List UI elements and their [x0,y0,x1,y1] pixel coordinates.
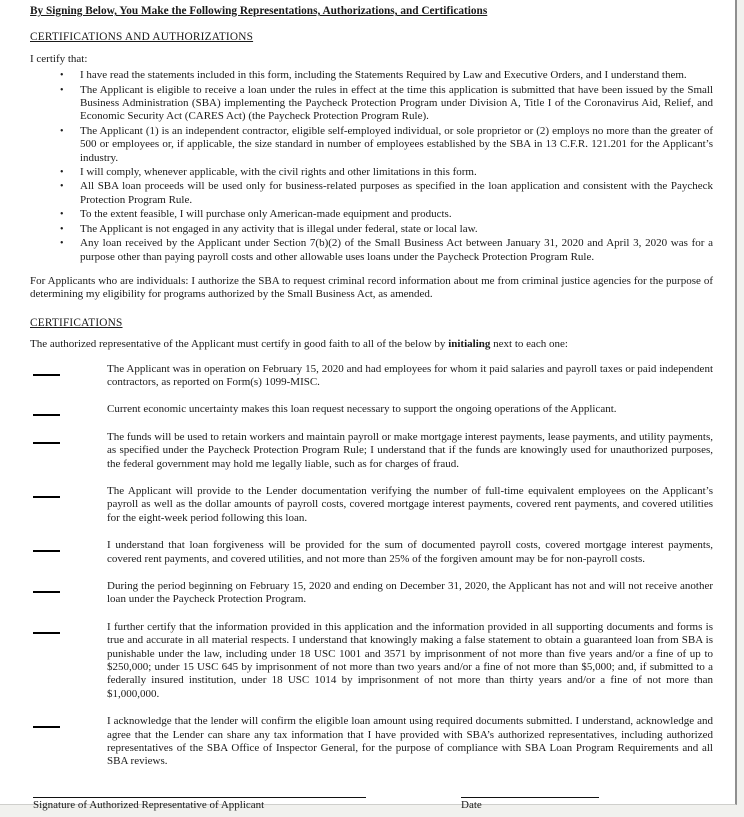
spacer [60,580,107,607]
document-title: By Signing Below, You Make the Following Representations, Authorizations, and Certifications [30,5,488,17]
spacer [366,785,461,812]
signature-field[interactable] [33,785,366,798]
bullet-icon: • [60,181,64,193]
bullet-text: The Applicant (1) is an independent contractor, eligible self-employed individual, or sole proprietor or (2) employs no more than the greater of 500 or employees or, if applicable, the size standard in number of employees established by the SBA in 13 C.F.R. 121.201 for the Applicant’s industry. [80,124,713,164]
certification-item [30,431,713,471]
bullet-item [30,208,713,221]
bullet-item [30,166,713,179]
initials-field[interactable] [33,715,60,728]
bullet-icon: • [60,238,64,250]
certification-item [30,715,713,769]
initials-field[interactable] [33,431,60,444]
bullet-item [30,69,713,82]
bullet-text: I have read the statements included in this form, including the Statements Required by Law and Executive Orders, and I understand them. [80,69,687,82]
bullet-icon: • [60,70,64,82]
spacer [60,539,107,566]
certification-text: The funds will be used to retain workers and maintain payroll or make mortgage interest payments, lease payments, and utility payments, as specified under the Paycheck Protection Program Rule; I understand that if the funds are knowingly used for unauthorized purposes, the federal government may hold me legally liable, such as for charges of fraud. [107,430,713,470]
bullet-text: To the extent feasible, I will purchase only American-made equipment and products. [80,208,452,221]
bullet-text: All SBA loan proceeds will be used only for business-related purposes as specified in the loan application and consistent with the Paycheck Protection Program Rule. [80,180,713,206]
section-heading-certifications-and-authorizations: CERTIFICATIONS AND AUTHORIZATIONS [30,31,254,44]
bullet-icon: • [60,84,64,96]
signature-label: Signature of Authorized Representative of Applicant [33,798,265,811]
certification-text: I further certify that the information provided in this application and the information provided in all supporting documents and forms is true and accurate in all material respects. I understand that knowingly making a false statement to obtain a guaranteed loan from SBA is punishable under the law, including under 18 USC 1001 and 3571 by imprisonment of not more than five years and/or a fine of up to $250,000; under 15 USC 645 by imprisonment of not more than two years and/or a fine of not more than $5,000; and, if submitted to a federally insured institution, under 18 USC 1014 by imprisonment of not more than thirty years and/or a fine of not more than $1,000,000. [107,620,713,700]
bullet-text: The Applicant is eligible to receive a loan under the rules in effect at the time this application is submitted that have been issued by the Small Business Administration (SBA) implementing the Paycheck Protection Program under Division A, Title I of the Coronavirus Aid, Relief, and Economic Security Act (CARES Act) (the Paycheck Protection Program Rule). [80,83,713,123]
bullet-item [30,84,713,124]
spacer [60,715,107,769]
spacer [60,431,107,471]
bullet-item [30,180,713,207]
certification-item [30,363,713,390]
certifications-intro-after: next to each one: [490,338,568,351]
certification-text: The Applicant was in operation on February 15, 2020 and had employees for whom it paid salaries and payroll taxes or paid independent contractors, as reported on Form(s) 1099-MISC. [107,362,713,388]
certification-text: Current economic uncertainty makes this loan request necessary to support the ongoing operations of the Applicant. [107,403,617,416]
bullet-icon: • [60,223,64,235]
bullet-item [30,237,713,264]
individuals-authorization-paragraph: For Applicants who are individuals: I authorize the SBA to request criminal record information about me from criminal justice agencies for the purpose of determining my eligibility for programs authorized by the Small Business Act, as amended. [30,274,713,301]
bullet-item [30,125,713,165]
initials-field[interactable] [33,621,60,634]
bullet-icon: • [60,125,64,137]
certify-intro: I certify that: [30,52,88,65]
certification-text: The Applicant will provide to the Lender documentation verifying the number of full-time equivalent employees on the Applicant’s payroll as well as the dollar amounts of payroll costs, covered mortgage interest payments, covered rent payments, and covered utilities for the eight-week period following this loan. [107,484,713,524]
certification-text: I understand that loan forgiveness will be provided for the sum of documented payroll costs, covered mortgage interest payments, covered rent payments, and covered utilities, and not more than 25% of the forgiven amount may be for non-payroll costs. [107,539,713,565]
certifications-intro-bold: initialing [448,338,491,351]
certification-item [30,580,713,607]
date-label: Date [461,798,482,811]
certifications-intro-before: The authorized representative of the Applicant must certify in good faith to all of the below by [30,338,449,351]
spacer [60,621,107,701]
bullet-item [30,223,713,236]
signature-block [30,785,713,812]
spacer [60,403,107,416]
certification-item [30,539,713,566]
certification-text: I acknowledge that the lender will confirm the eligible loan amount using required documents submitted. I understand, acknowledge and agree that the Lender can share any tax information that I have provided with SBA’s authorized representatives, including authorized representatives of the SBA Office of Inspector General, for the purpose of compliance with SBA Loan Program Requirements and all SBA reviews. [107,715,713,768]
certification-item [30,621,713,701]
certification-text: During the period beginning on February 15, 2020 and ending on December 31, 2020, the Applicant has not and will not receive another loan under the Paycheck Protection Program. [107,580,713,606]
spacer [60,363,107,390]
date-field[interactable] [461,785,599,798]
bullet-icon: • [60,209,64,221]
bullet-text: Any loan received by the Applicant under Section 7(b)(2) of the Small Business Act between January 31, 2020 and April 3, 2020 was for a purpose other than paying payroll costs and other allowable uses loans under the Paycheck Protection Program Rule. [80,237,713,263]
initials-field[interactable] [33,403,60,416]
initials-field[interactable] [33,363,60,376]
section-heading-certifications: CERTIFICATIONS [30,316,123,329]
bullet-icon: • [60,167,64,179]
certification-item [30,403,713,416]
certifications-intro [30,338,713,351]
spacer [60,485,107,525]
initials-field[interactable] [33,485,60,498]
initials-field[interactable] [33,539,60,552]
bullet-text: I will comply, whenever applicable, with the civil rights and other limitations in this form. [80,166,477,179]
bullet-text: The Applicant is not engaged in any activity that is illegal under federal, state or local law. [80,222,478,235]
authorizations-bullet-list [30,69,713,264]
certification-item [30,485,713,525]
initials-field[interactable] [33,580,60,593]
